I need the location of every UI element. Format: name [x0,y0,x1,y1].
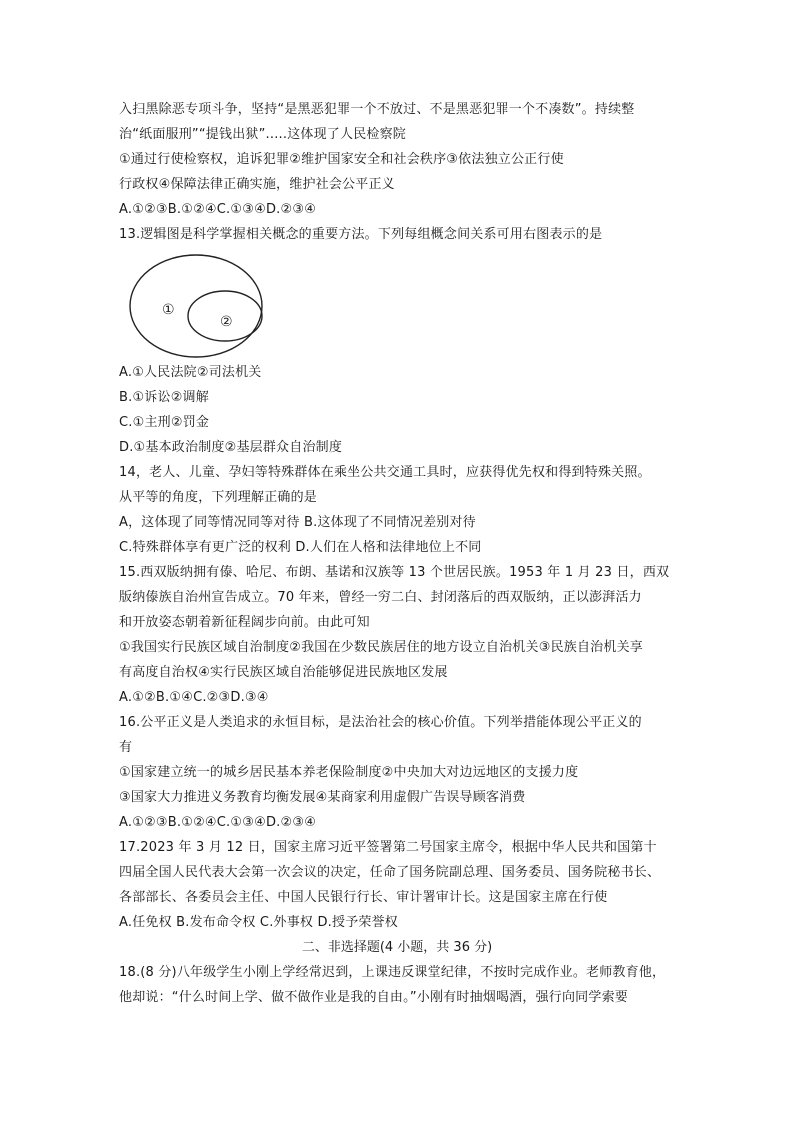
text-line: 四届全国人民代表大会第一次会议的决定，任命了国务院副总理、国务委员、国务院秘书长、 [119,865,661,880]
outer-label: ① [162,302,175,318]
text-line: 入扫黑除恶专项斗争，坚持“是黑恶犯罪一个不放过、不是黑恶犯罪一个不凑数”。持续整 [119,102,635,117]
text-line: 行政权④保障法律正确实施，维护社会公平正义 [119,177,395,192]
text-line: 版纳傣族自治州宣告成立。70 年来，曾经一穷二白、封闭落后的西双版纳，正以澎湃活力 [119,590,642,605]
question-15: 15.西双版纳拥有傣、哈尼、布朗、基诺和汉族等 13 个世居民族。1953 年 1 月 23 日，西双 [119,565,670,580]
question-16: 16.公平正义是人类追求的永恒目标，是法治社会的核心价值。下列举措能体现公平正义的 [119,715,642,730]
text-line: 有高度自治权④实行民族区域自治能够促进民族地区发展 [119,665,448,680]
answer-options: A.任免权 B.发布命令权 C.外事权 D.授予荣誉权 [119,915,398,930]
option-c: C.①主刑②罚金 [119,415,210,430]
section-heading: 二、非选择题(4 小题，共 36 分) [301,940,493,955]
outer-ellipse [130,255,262,357]
option-a: A.①人民法院②司法机关 [119,365,262,380]
answer-options: C.特殊群体享有更广泛的权利 D.人们在人格和法律地位上不同 [119,540,482,555]
text-line: 治“纸面服刑”“提钱出狱”.....这体现了人民检察院 [119,127,407,142]
answer-options: A.①②B.①④C.②③D.③④ [119,690,269,705]
text-line: 从平等的角度，下列理解正确的是 [119,490,318,505]
answer-options: A，这体现了同等情况同等对待 B.这体现了不同情况差别对待 [119,515,476,530]
answer-options: A.①②③B.①②④C.①③④D.②③④ [119,202,317,217]
question-13: 13.逻辑图是科学掌握相关概念的重要方法。下列每组概念间关系可用右图表示的是 [119,227,603,242]
inner-label: ② [220,314,233,330]
text-line: 各部部长、各委员会主任、中国人民银行行长、审计署审计长。这是国家主席在行使 [119,890,608,905]
text-line: 有 [119,740,133,755]
question-18: 18.(8 分)八年级学生小刚上学经常迟到，上课违反课堂纪律，不按时完成作业。老师教育他， [119,965,666,980]
answer-options: A.①②③B.①②④C.①③④D.②③④ [119,815,317,830]
option-d: D.①基本政治制度②基层群众自治制度 [119,440,343,455]
text-line: ③国家大力推进义务教育均衡发展④某商家利用虚假广告误导顾客消费 [119,790,526,805]
venn-diagram [127,252,267,364]
text-line: 和开放姿态朝着新征程阔步向前。由此可知 [119,615,370,630]
text-line: 他却说：“什么时间上学、做不做作业是我的自由。”小刚有时抽烟喝酒，强行向同学索要 [119,990,628,1005]
text-line: ①国家建立统一的城乡居民基本养老保险制度②中央加大对边远地区的支援力度 [119,765,579,780]
question-17: 17.2023 年 3 月 12 日，国家主席习近平签署第二号国家主席令，根据中华人民共和国第十 [119,840,657,855]
option-b: B.①诉讼②调解 [119,390,209,405]
question-14: 14，老人、儿童、孕妇等特殊群体在乘坐公共交通工具时，应获得优先权和得到特殊关照。 [119,465,651,480]
text-line: ①我国实行民族区域自治制度②我国在少数民族居住的地方设立自治机关③民族自治机关享 [119,640,643,655]
text-line: ①通过行使检察权，追诉犯罪②维护国家安全和社会秩序③依法独立公正行使 [119,152,564,167]
